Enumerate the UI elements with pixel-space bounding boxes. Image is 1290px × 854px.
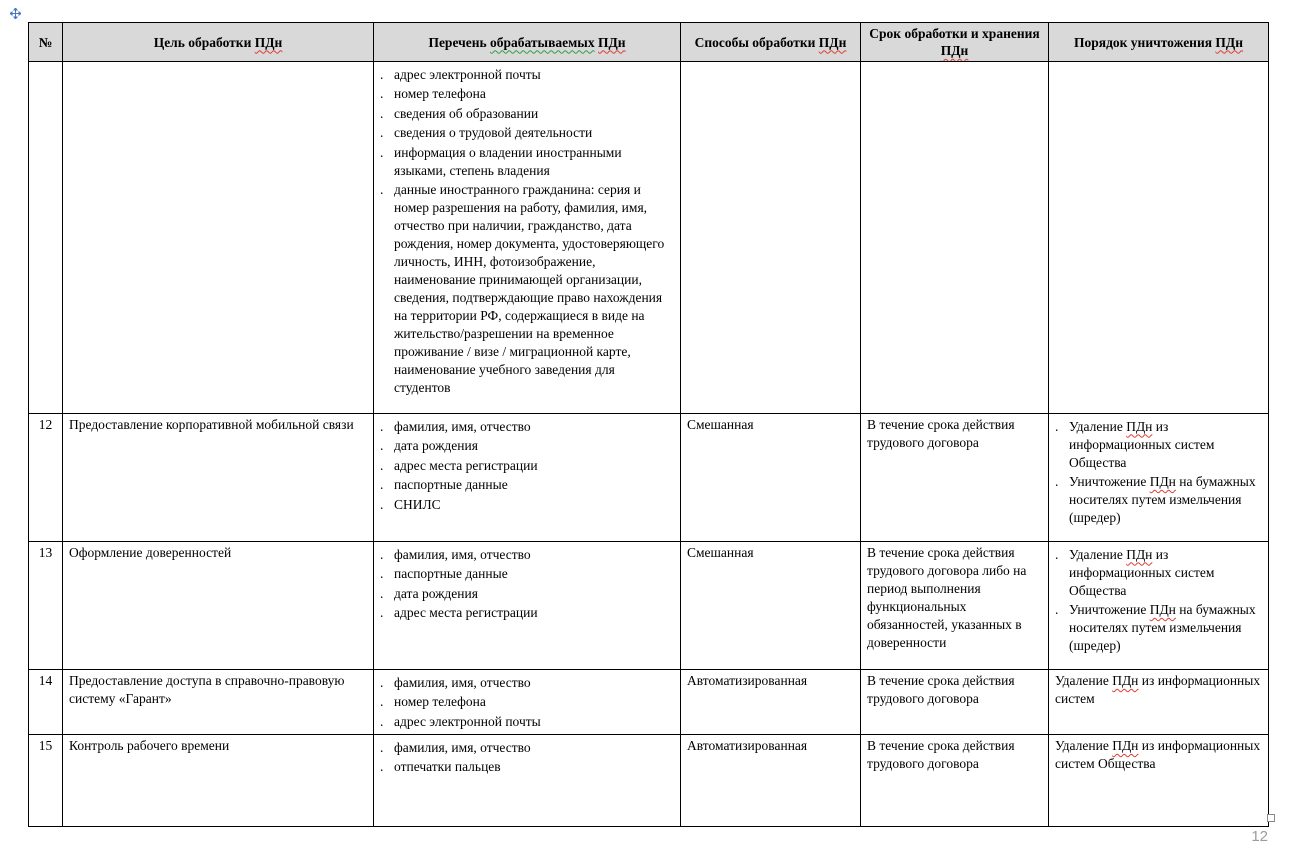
bullet-icon: .	[380, 713, 384, 729]
bullet-icon: .	[380, 182, 384, 197]
table-row-11-continuation	[29, 62, 1269, 414]
list-item-text: данные иностранного гражданина: серия и номер разрешения на работу, фамилия, имя, отчество при наличии, гражданство, дата рождения, номер документа, удостоверяющего личность, ИНН, фотоизображение, наименование принимающей организации, сведения, подтверждающие право нахождения на территории РФ, содержащиеся в виде на жительство/разрешении на временное проживание / визе / миграционной карте, наименование учебного заведения для студентов	[394, 182, 665, 395]
list-item	[380, 565, 674, 583]
bullet-icon: .	[1055, 418, 1059, 434]
table-row-14	[29, 670, 1269, 735]
spellcheck-underline: ПДн	[818, 34, 847, 50]
bullet-icon: .	[380, 674, 384, 690]
cell-purpose[interactable]: Оформление доверенностей	[63, 542, 374, 670]
list-item	[380, 437, 674, 455]
bullet-icon: .	[380, 759, 384, 774]
cell-destruction[interactable]: Удаление ПДн из информационных систем Общества	[1049, 735, 1269, 827]
list-item	[380, 739, 674, 757]
list-item	[380, 85, 674, 103]
bullet-icon: .	[380, 496, 384, 512]
table-row-15	[29, 735, 1269, 827]
personal-data-processing-table	[28, 22, 1269, 827]
column-header-destruction[interactable]: Порядок уничтожения ПДн	[1049, 23, 1269, 62]
bullet-icon: .	[380, 125, 384, 140]
column-header-number[interactable]: №	[29, 23, 63, 62]
list-item	[380, 105, 674, 123]
list-item	[380, 181, 674, 397]
spellcheck-underline: ПДн	[1126, 546, 1153, 562]
list-item	[380, 418, 674, 436]
list-item-text: СНИЛС	[394, 496, 441, 512]
cell-number[interactable]	[29, 62, 63, 414]
list-item	[380, 124, 674, 142]
list-item-text: паспортные данные	[394, 566, 508, 581]
list-item	[1055, 601, 1262, 655]
bullet-icon: .	[380, 418, 384, 434]
cell-method[interactable]: Смешанная	[681, 542, 861, 670]
spellcheck-underline: ПДн	[254, 34, 283, 50]
cell-method[interactable]: Автоматизированная	[681, 670, 861, 735]
cell-term[interactable]	[861, 62, 1049, 414]
list-item	[1055, 546, 1262, 600]
cell-number[interactable]: 13	[29, 542, 63, 670]
cell-number[interactable]: 15	[29, 735, 63, 827]
list-item-text: паспортные данные	[394, 477, 508, 492]
list-item	[380, 674, 674, 692]
cell-data-list[interactable]	[374, 670, 681, 735]
bullet-icon: .	[380, 144, 384, 160]
list-item-text: дата рождения	[394, 438, 478, 453]
list-item	[380, 758, 674, 776]
list-item-text: номер телефона	[394, 86, 486, 101]
cell-term[interactable]: В течение срока действия трудового договора	[861, 670, 1049, 735]
cell-method[interactable]: Автоматизированная	[681, 735, 861, 827]
column-header-term[interactable]: Срок обработки и хранения ПДн	[861, 23, 1049, 62]
spellcheck-underline: ПДн	[1126, 418, 1153, 434]
list-item	[380, 476, 674, 494]
list-item-text: сведения о трудовой деятельности	[394, 125, 593, 140]
list-item-text: фамилия, имя, отчество	[394, 674, 531, 690]
list-item-text: адрес места регистрации	[394, 605, 538, 620]
list-item-text: информация о владении иностранными языками, степень владения	[394, 144, 622, 178]
spellcheck-underline: ПДн	[940, 43, 969, 58]
list-item-text: адрес места регистрации	[394, 457, 538, 473]
list-item	[380, 144, 674, 180]
cell-data-list[interactable]	[374, 735, 681, 827]
bullet-icon: .	[380, 66, 384, 82]
bullet-icon: .	[1055, 602, 1059, 617]
four-way-arrow-icon	[10, 8, 21, 19]
cell-destruction[interactable]	[1049, 62, 1269, 414]
bullet-icon: .	[380, 694, 384, 709]
cell-term[interactable]: В течение срока действия трудового договора либо на период выполнения функциональных обязанностей, указанных в доверенности	[861, 542, 1049, 670]
cell-method[interactable]	[681, 62, 861, 414]
list-item-text: дата рождения	[394, 585, 478, 601]
bullet-icon: .	[1055, 474, 1059, 489]
spellcheck-underline: обрабатываемых	[490, 34, 595, 50]
list-item	[380, 693, 674, 711]
list-item-text: фамилия, имя, отчество	[394, 739, 531, 755]
spellcheck-underline: ПДн	[597, 34, 626, 50]
cell-purpose[interactable]: Контроль рабочего времени	[63, 735, 374, 827]
bullet-icon: .	[380, 546, 384, 562]
column-header-data-list[interactable]: Перечень обрабатываемых ПДн	[374, 23, 681, 62]
cell-purpose[interactable]	[63, 62, 374, 414]
cell-data-list[interactable]	[374, 62, 681, 414]
cell-destruction[interactable]	[1049, 414, 1269, 542]
table-resize-handle[interactable]	[1267, 814, 1275, 822]
list-item-text: Удаление ПДн из информационных систем Общества	[1069, 546, 1215, 598]
bullet-icon: .	[380, 438, 384, 453]
bullet-icon: .	[380, 585, 384, 601]
list-item-text: фамилия, имя, отчество	[394, 546, 531, 562]
list-item	[380, 546, 674, 564]
list-item-text: адрес электронной почты	[394, 713, 541, 729]
cell-destruction[interactable]: Удаление ПДн из информационных систем	[1049, 670, 1269, 735]
bullet-icon: .	[380, 477, 384, 492]
list-item-text: отпечатки пальцев	[394, 759, 501, 774]
list-item-text: Уничтожение ПДн на бумажных носителях путем измельчения (шредер)	[1069, 474, 1256, 525]
spellcheck-underline: ПДн	[1149, 474, 1176, 489]
header-row	[29, 23, 1269, 62]
column-header-method[interactable]: Способы обработки ПДн	[681, 23, 861, 62]
list-item	[380, 713, 674, 731]
list-item	[380, 585, 674, 603]
list-item-text: номер телефона	[394, 694, 486, 709]
list-item	[380, 66, 674, 84]
bullet-icon: .	[1055, 546, 1059, 562]
cell-data-list[interactable]	[374, 542, 681, 670]
list-item	[380, 496, 674, 514]
cell-purpose[interactable]: Предоставление доступа в справочно-правовую систему «Гарант»	[63, 670, 374, 735]
spellcheck-underline: ПДн	[1149, 602, 1176, 617]
table-move-handle[interactable]	[8, 6, 23, 21]
spellcheck-underline: ПДн	[1112, 673, 1139, 688]
cell-data-list[interactable]	[374, 414, 681, 542]
list-item	[1055, 418, 1262, 472]
list-item-text: Удаление ПДн из информационных систем Общества	[1069, 418, 1215, 470]
cell-method[interactable]: Смешанная	[681, 414, 861, 542]
list-item-text: Уничтожение ПДн на бумажных носителях путем измельчения (шредер)	[1069, 602, 1256, 653]
page-number: 12	[1251, 828, 1268, 845]
cell-number[interactable]: 12	[29, 414, 63, 542]
bullet-icon: .	[380, 105, 384, 121]
list-item	[1055, 473, 1262, 527]
table-row-12	[29, 414, 1269, 542]
list-item	[380, 604, 674, 622]
list-item-text: сведения об образовании	[394, 105, 539, 121]
bullet-icon: .	[380, 739, 384, 755]
list-item-text: адрес электронной почты	[394, 66, 541, 82]
cell-purpose[interactable]: Предоставление корпоративной мобильной связи	[63, 414, 374, 542]
bullet-icon: .	[380, 605, 384, 620]
cell-term[interactable]: В течение срока действия трудового договора	[861, 735, 1049, 827]
cell-destruction[interactable]	[1049, 542, 1269, 670]
bullet-icon: .	[380, 566, 384, 581]
table-row-13	[29, 542, 1269, 670]
cell-term[interactable]: В течение срока действия трудового договора	[861, 414, 1049, 542]
bullet-icon: .	[380, 86, 384, 101]
list-item	[380, 457, 674, 475]
column-header-purpose[interactable]: Цель обработки ПДн	[63, 23, 374, 62]
cell-number[interactable]: 14	[29, 670, 63, 735]
spellcheck-underline: ПДн	[1215, 34, 1243, 50]
list-item-text: фамилия, имя, отчество	[394, 418, 531, 434]
spellcheck-underline: ПДн	[1112, 738, 1139, 753]
bullet-icon: .	[380, 457, 384, 473]
